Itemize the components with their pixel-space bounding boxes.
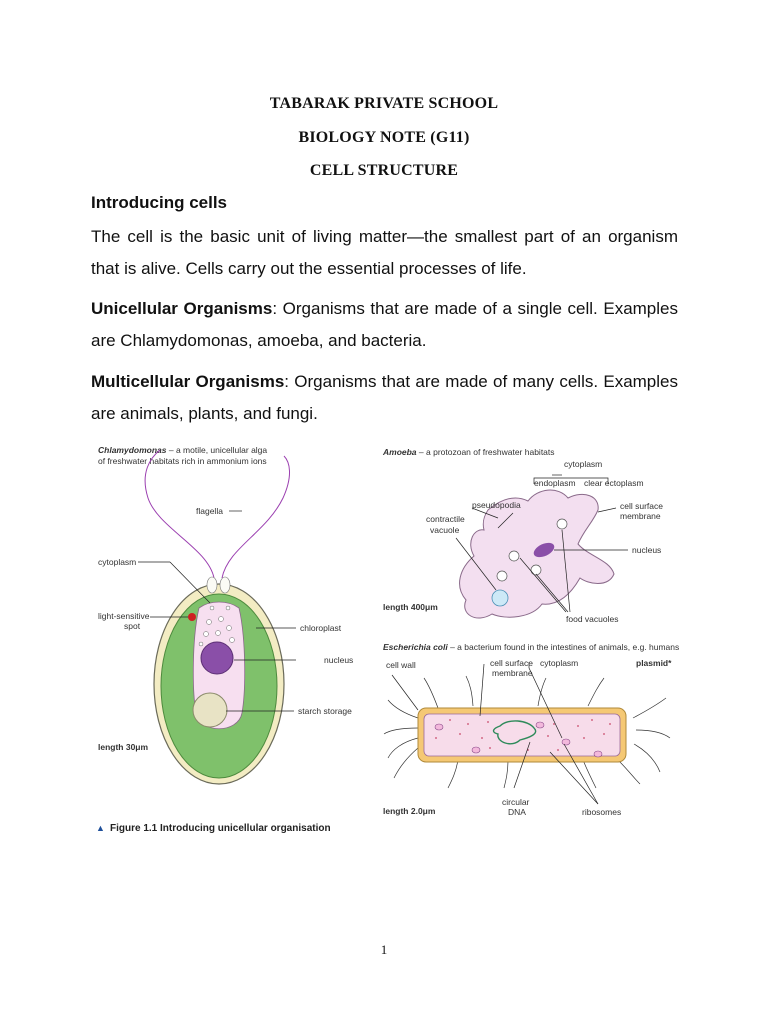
- label-ectoplasm: clear ectoplasm: [584, 478, 644, 488]
- unicellular-term: Unicellular Organisms: [91, 299, 273, 318]
- label-chlamy-nucleus: nucleus: [324, 655, 354, 665]
- label-chlamy-cytoplasm: cytoplasm: [98, 557, 137, 567]
- label-pseudopodia: pseudopodia: [472, 500, 521, 510]
- topic-title: CELL STRUCTURE: [309, 162, 459, 179]
- caption-marker: ▲: [96, 823, 105, 833]
- unicellular-definition: : Organisms that are made of a single cell. Examples are Chlamydomonas, amoeba, and bacteria.: [91, 299, 678, 350]
- label-plasmid: plasmid*: [636, 658, 672, 668]
- flagellum-right: [222, 456, 290, 578]
- label-chloroplast: chloroplast: [300, 623, 342, 633]
- amoeba-length: length 400μm: [383, 602, 438, 612]
- light-sensitive-spot: [188, 613, 196, 621]
- label-light-spot-2: spot: [124, 621, 141, 631]
- multicellular-term: Multicellular Organisms: [91, 372, 285, 391]
- label-ribosomes: ribosomes: [582, 807, 622, 817]
- label-ecoli-cytoplasm: cytoplasm: [540, 658, 579, 668]
- label-food-vacuoles: food vacuoles: [566, 614, 619, 624]
- ecoli-title: Escherichia coli – a bacterium found in the intestines of animals, e.g. humans: [383, 642, 680, 652]
- chlamy-length: length 30μm: [98, 742, 149, 752]
- label-light-spot-1: light-sensitive: [98, 611, 150, 621]
- unicellular-paragraph: [91, 293, 678, 357]
- chlamy-nucleus: [201, 642, 233, 674]
- papilla-left: [207, 577, 217, 593]
- label-ecoli-csm-2: membrane: [492, 668, 533, 678]
- multicellular-definition: : Organisms that are made of many cells. Examples are animals, plants, and fungi.: [91, 372, 678, 423]
- label-endoplasm: endoplasm: [534, 478, 576, 488]
- label-cell-wall: cell wall: [386, 660, 416, 670]
- label-starch: starch storage: [298, 706, 352, 716]
- figure-unicellular-organisms: [88, 438, 680, 838]
- papilla-right: [220, 577, 230, 593]
- label-flagella: flagella: [196, 506, 223, 516]
- chlamy-title: Chlamydomonas – a motile, unicellular alga: [98, 445, 268, 455]
- figure-caption: Figure 1.1 Introducing unicellular organisation: [110, 823, 331, 834]
- starch-body: [193, 693, 227, 727]
- label-dna-2: DNA: [508, 807, 526, 817]
- amoeba-title: Amoeba – a protozoan of freshwater habitats: [383, 447, 555, 457]
- contractile-vacuole: [492, 590, 508, 606]
- ecoli-length: length 2.0μm: [383, 806, 436, 816]
- label-amoeba-csm-1: cell surface: [620, 501, 663, 511]
- school-name: TABARAK PRIVATE SCHOOL: [269, 95, 499, 112]
- label-amoeba-csm-2: membrane: [620, 511, 661, 521]
- label-dna-1: circular: [502, 797, 530, 807]
- intro-paragraph: The cell is the basic unit of living matter—the smallest part of an organism that is alive. Cells carry out the essential processes of life.: [91, 227, 678, 278]
- label-amoeba-cytoplasm: cytoplasm: [564, 459, 603, 469]
- label-contractile-1: contractile: [426, 514, 465, 524]
- section-heading: Introducing cells: [91, 193, 228, 212]
- note-title: BIOLOGY NOTE (G11): [298, 129, 470, 146]
- label-contractile-2: vacuole: [430, 525, 460, 535]
- page-number: 1: [380, 942, 388, 957]
- chlamy-desc: of freshwater habitats rich in ammonium ions: [98, 456, 267, 466]
- ecoli-cytoplasm: [424, 714, 620, 756]
- label-amoeba-nucleus: nucleus: [632, 545, 662, 555]
- label-ecoli-csm-1: cell surface: [490, 658, 533, 668]
- multicellular-paragraph: [91, 366, 678, 430]
